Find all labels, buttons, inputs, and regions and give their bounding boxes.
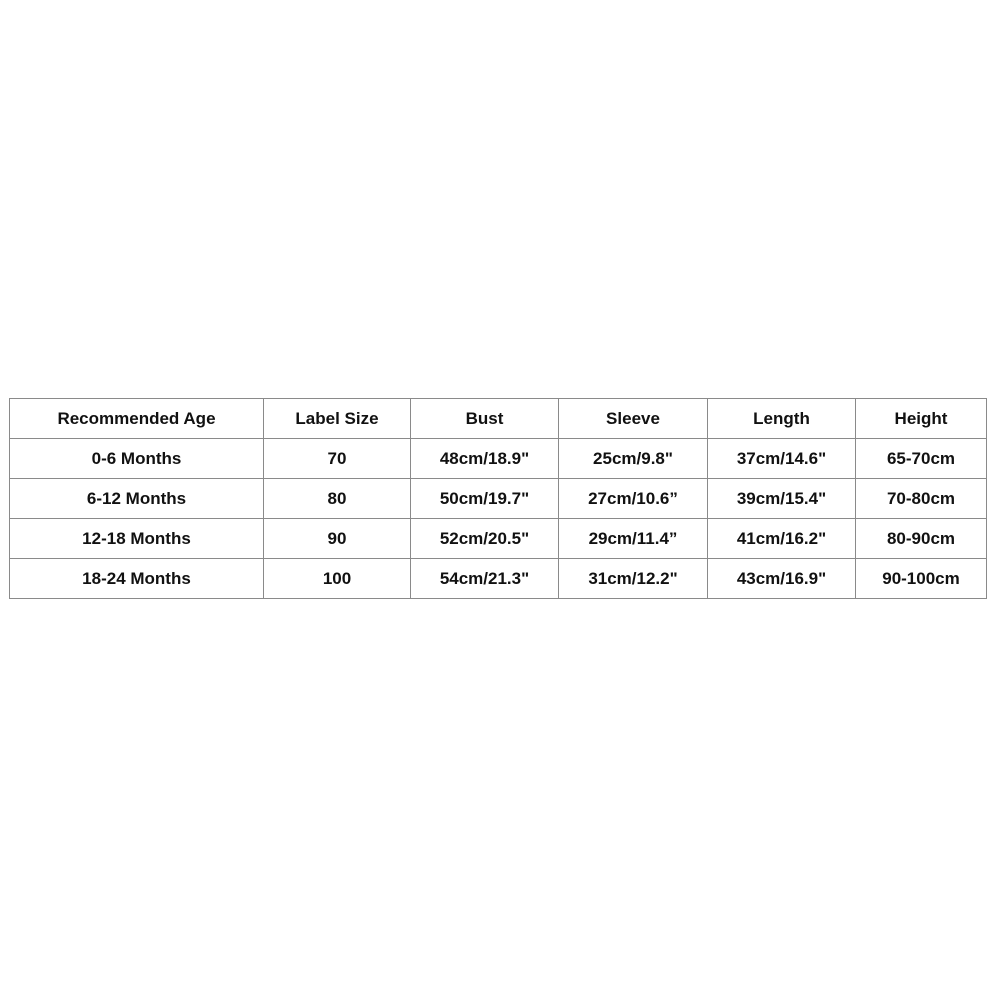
table-header-row [10, 399, 987, 439]
cell-sleeve: 31cm/12.2" [559, 559, 708, 599]
cell-recommended-age: 12-18 Months [10, 519, 264, 559]
cell-bust: 48cm/18.9" [411, 439, 559, 479]
cell-label-size: 80 [264, 479, 411, 519]
cell-label-size: 90 [264, 519, 411, 559]
cell-sleeve: 29cm/11.4” [559, 519, 708, 559]
header-height: Height [856, 399, 987, 439]
size-chart-table [9, 398, 987, 599]
header-recommended-age: Recommended Age [10, 399, 264, 439]
cell-recommended-age: 0-6 Months [10, 439, 264, 479]
table-row [10, 439, 987, 479]
cell-bust: 54cm/21.3" [411, 559, 559, 599]
cell-length: 37cm/14.6" [708, 439, 856, 479]
cell-bust: 50cm/19.7" [411, 479, 559, 519]
header-sleeve: Sleeve [559, 399, 708, 439]
table-row [10, 479, 987, 519]
cell-length: 39cm/15.4" [708, 479, 856, 519]
cell-height: 90-100cm [856, 559, 987, 599]
header-bust: Bust [411, 399, 559, 439]
table-row [10, 559, 987, 599]
cell-height: 70-80cm [856, 479, 987, 519]
cell-label-size: 70 [264, 439, 411, 479]
cell-length: 41cm/16.2" [708, 519, 856, 559]
cell-label-size: 100 [264, 559, 411, 599]
cell-sleeve: 25cm/9.8" [559, 439, 708, 479]
cell-height: 80-90cm [856, 519, 987, 559]
cell-bust: 52cm/20.5" [411, 519, 559, 559]
cell-length: 43cm/16.9" [708, 559, 856, 599]
header-label-size: Label Size [264, 399, 411, 439]
cell-height: 65-70cm [856, 439, 987, 479]
header-length: Length [708, 399, 856, 439]
cell-recommended-age: 6-12 Months [10, 479, 264, 519]
table-row [10, 519, 987, 559]
cell-sleeve: 27cm/10.6” [559, 479, 708, 519]
cell-recommended-age: 18-24 Months [10, 559, 264, 599]
